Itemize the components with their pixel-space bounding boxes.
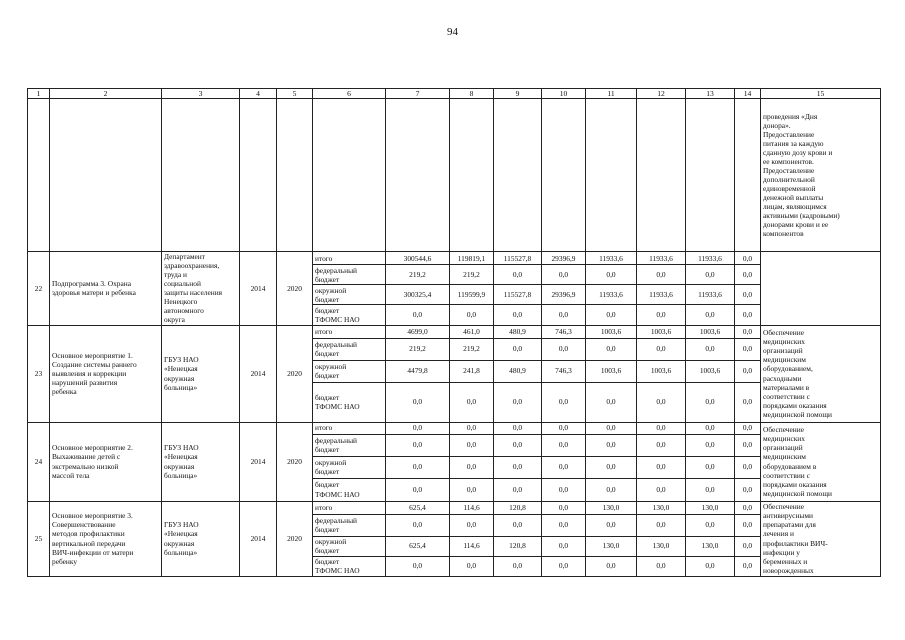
amount-cell: 0,0 bbox=[542, 456, 586, 478]
amount-cell: 130,0 bbox=[686, 536, 735, 556]
amount-cell: 11933,6 bbox=[637, 285, 686, 305]
activity-name-cell bbox=[50, 422, 162, 501]
amount-cell: 0,0 bbox=[586, 264, 637, 284]
end-year: 2020 bbox=[287, 533, 302, 543]
funding-source: окружной бюджет bbox=[315, 457, 347, 476]
column-number-cell: 15 bbox=[761, 89, 881, 99]
column-number-cell: 14 bbox=[735, 89, 761, 99]
column-number-cell: 7 bbox=[386, 89, 450, 99]
amount-cell: 120,8 bbox=[494, 536, 542, 556]
cont-cell-empty bbox=[735, 99, 761, 252]
funding-source-cell bbox=[313, 325, 386, 338]
row-number: 24 bbox=[34, 456, 43, 466]
funding-source-cell bbox=[313, 305, 386, 325]
amount-cell: 114,6 bbox=[450, 501, 494, 514]
funding-source-cell bbox=[313, 456, 386, 478]
amount-cell: 0,0 bbox=[586, 338, 637, 360]
start-year-cell bbox=[240, 501, 277, 576]
cont-cell-empty bbox=[586, 99, 637, 252]
continuation-note-text: проведения «Дня донора». Предоставление питания за каждую сданную дозу крови и ее компонентов. Предоставление дополнительной единовременной денежной выплаты лицам, являющимся активными (кадровыми) донорами крови и ее компонентов bbox=[763, 112, 840, 239]
amount-cell: 0,0 bbox=[494, 422, 542, 434]
activity-name-cell bbox=[50, 325, 162, 422]
funding-source-cell bbox=[313, 264, 386, 284]
row-number: 23 bbox=[34, 368, 43, 378]
amount-cell: 746,3 bbox=[542, 360, 586, 382]
amount-cell: 0,0 bbox=[637, 434, 686, 456]
amount-cell: 0,0 bbox=[450, 382, 494, 422]
amount-cell: 1003,6 bbox=[586, 325, 637, 338]
amount-cell: 119599,9 bbox=[450, 285, 494, 305]
amount-cell: 0,0 bbox=[542, 434, 586, 456]
result-note-cell bbox=[761, 325, 881, 422]
funding-source: окружной бюджет bbox=[315, 536, 347, 555]
amount-cell: 0,0 bbox=[542, 264, 586, 284]
amount-cell: 219,2 bbox=[386, 264, 450, 284]
amount-cell: 0,0 bbox=[735, 434, 761, 456]
funding-source: окружной бюджет bbox=[315, 361, 347, 380]
cont-cell-empty bbox=[386, 99, 450, 252]
funding-source-cell bbox=[313, 382, 386, 422]
column-number-cell: 6 bbox=[313, 89, 386, 99]
column-number-cell: 8 bbox=[450, 89, 494, 99]
amount-cell: 0,0 bbox=[542, 501, 586, 514]
column-number-cell: 9 bbox=[494, 89, 542, 99]
executor-cell bbox=[162, 325, 240, 422]
row-number-cell bbox=[28, 252, 50, 325]
amount-cell: 11933,6 bbox=[586, 285, 637, 305]
end-year-cell bbox=[277, 422, 313, 501]
amount-cell: 0,0 bbox=[542, 382, 586, 422]
amount-cell: 0,0 bbox=[542, 422, 586, 434]
amount-cell: 219,2 bbox=[450, 338, 494, 360]
executor-cell bbox=[162, 252, 240, 325]
amount-cell: 130,0 bbox=[686, 501, 735, 514]
amount-cell: 0,0 bbox=[586, 305, 637, 325]
amount-cell: 0,0 bbox=[637, 338, 686, 360]
amount-cell: 0,0 bbox=[735, 305, 761, 325]
amount-cell: 0,0 bbox=[494, 382, 542, 422]
amount-cell: 219,2 bbox=[386, 338, 450, 360]
amount-cell: 0,0 bbox=[686, 556, 735, 576]
amount-cell: 29396,9 bbox=[542, 252, 586, 265]
amount-cell: 461,0 bbox=[450, 325, 494, 338]
page-number: 94 bbox=[447, 26, 458, 38]
activity-name: Основное мероприятие 2. Выхаживание детей с экстремально низкой массой тела bbox=[52, 443, 133, 480]
amount-cell: 29396,9 bbox=[542, 285, 586, 305]
amount-cell: 0,0 bbox=[686, 434, 735, 456]
amount-cell: 0,0 bbox=[686, 478, 735, 501]
cont-cell-empty bbox=[450, 99, 494, 252]
executor: ГБУЗ НАО «Ненецкая окружная больница» bbox=[164, 355, 199, 392]
end-year: 2020 bbox=[287, 456, 302, 466]
amount-cell: 0,0 bbox=[542, 338, 586, 360]
column-number-cell: 4 bbox=[240, 89, 277, 99]
amount-cell: 0,0 bbox=[735, 556, 761, 576]
amount-cell: 0,0 bbox=[586, 382, 637, 422]
amount-cell: 0,0 bbox=[386, 514, 450, 536]
amount-cell: 0,0 bbox=[686, 305, 735, 325]
end-year: 2020 bbox=[287, 368, 302, 378]
row-number-cell bbox=[28, 422, 50, 501]
row-23-total bbox=[28, 325, 881, 338]
amount-cell: 0,0 bbox=[586, 478, 637, 501]
amount-cell: 0,0 bbox=[735, 478, 761, 501]
column-number-cell: 12 bbox=[637, 89, 686, 99]
amount-cell: 0,0 bbox=[450, 456, 494, 478]
funding-source: окружной бюджет bbox=[315, 285, 347, 304]
activity-name: Подпрограмма 3. Охрана здоровья матери и ребенка bbox=[52, 279, 136, 298]
start-year: 2014 bbox=[250, 283, 266, 293]
end-year-cell bbox=[277, 325, 313, 422]
amount-cell: 4479,8 bbox=[386, 360, 450, 382]
amount-cell: 0,0 bbox=[450, 434, 494, 456]
amount-cell: 0,0 bbox=[735, 501, 761, 514]
amount-cell: 114,6 bbox=[450, 536, 494, 556]
amount-cell: 0,0 bbox=[735, 338, 761, 360]
result-note-cell bbox=[761, 252, 881, 325]
amount-cell: 480,9 bbox=[494, 360, 542, 382]
amount-cell: 0,0 bbox=[735, 536, 761, 556]
amount-cell: 0,0 bbox=[637, 264, 686, 284]
amount-cell: 0,0 bbox=[637, 456, 686, 478]
cont-cell-empty bbox=[162, 99, 240, 252]
funding-source-cell bbox=[313, 514, 386, 536]
amount-cell: 0,0 bbox=[735, 264, 761, 284]
funding-source: итого bbox=[315, 326, 333, 336]
funding-source-cell bbox=[313, 556, 386, 576]
executor: ГБУЗ НАО «Ненецкая окружная больница» bbox=[164, 520, 199, 557]
amount-cell: 119819,1 bbox=[450, 252, 494, 265]
cont-cell-empty bbox=[240, 99, 277, 252]
amount-cell: 0,0 bbox=[494, 514, 542, 536]
executor: Департамент здравоохранения, труда и социальной защиты населения Ненецкого автономного округа bbox=[164, 252, 223, 325]
start-year-cell bbox=[240, 325, 277, 422]
funding-source: бюджет ТФОМС НАО bbox=[315, 392, 360, 411]
cont-cell-empty bbox=[313, 99, 386, 252]
amount-cell: 0,0 bbox=[686, 382, 735, 422]
amount-cell: 0,0 bbox=[542, 556, 586, 576]
activity-name: Основное мероприятие 1. Создание системы раннего выявления и коррекции нарушений развития ребенка bbox=[52, 350, 137, 397]
start-year: 2014 bbox=[250, 456, 266, 466]
row-25-total bbox=[28, 501, 881, 514]
amount-cell: 115527,8 bbox=[494, 285, 542, 305]
activity-name: Основное мероприятие 3. Совершенствование методов профилактики вертикальной передачи ВИЧ-инфекции от матери ребенку bbox=[52, 511, 134, 566]
column-number-cell: 13 bbox=[686, 89, 735, 99]
amount-cell: 0,0 bbox=[735, 456, 761, 478]
cont-cell-empty bbox=[28, 99, 50, 252]
amount-cell: 11933,6 bbox=[586, 252, 637, 265]
result-note-cell bbox=[761, 501, 881, 576]
executor: ГБУЗ НАО «Ненецкая окружная больница» bbox=[164, 443, 199, 480]
funding-source-cell bbox=[313, 285, 386, 305]
amount-cell: 130,0 bbox=[637, 501, 686, 514]
executor-cell bbox=[162, 501, 240, 576]
row-number: 25 bbox=[34, 533, 43, 543]
row-22-total bbox=[28, 252, 881, 265]
amount-cell: 0,0 bbox=[686, 456, 735, 478]
continuation-row bbox=[28, 99, 881, 252]
funding-source: бюджет ТФОМС НАО bbox=[315, 480, 360, 499]
funding-source-cell bbox=[313, 536, 386, 556]
row-number-cell bbox=[28, 501, 50, 576]
amount-cell: 0,0 bbox=[494, 338, 542, 360]
amount-cell: 0,0 bbox=[386, 382, 450, 422]
amount-cell: 0,0 bbox=[386, 478, 450, 501]
funding-source-cell bbox=[313, 501, 386, 514]
amount-cell: 241,8 bbox=[450, 360, 494, 382]
funding-source: бюджет ТФОМС НАО bbox=[315, 305, 360, 324]
amount-cell: 130,0 bbox=[586, 501, 637, 514]
column-number-row bbox=[28, 89, 881, 99]
funding-source: итого bbox=[315, 253, 333, 263]
start-year-cell bbox=[240, 252, 277, 325]
amount-cell: 0,0 bbox=[735, 252, 761, 265]
activity-name-cell bbox=[50, 252, 162, 325]
amount-cell: 11933,6 bbox=[686, 252, 735, 265]
amount-cell: 0,0 bbox=[637, 478, 686, 501]
amount-cell: 0,0 bbox=[494, 264, 542, 284]
amount-cell: 0,0 bbox=[735, 422, 761, 434]
amount-cell: 1003,6 bbox=[686, 360, 735, 382]
amount-cell: 11933,6 bbox=[637, 252, 686, 265]
amount-cell: 0,0 bbox=[542, 305, 586, 325]
amount-cell: 0,0 bbox=[586, 514, 637, 536]
amount-cell: 0,0 bbox=[542, 478, 586, 501]
amount-cell: 1003,6 bbox=[637, 325, 686, 338]
amount-cell: 0,0 bbox=[494, 556, 542, 576]
funding-source: федеральный бюджет bbox=[315, 265, 357, 284]
funding-source: федеральный бюджет bbox=[315, 515, 357, 534]
cont-cell-empty bbox=[494, 99, 542, 252]
amount-cell: 0,0 bbox=[586, 434, 637, 456]
amount-cell: 0,0 bbox=[686, 422, 735, 434]
result-note-cell bbox=[761, 422, 881, 501]
cont-cell-empty bbox=[542, 99, 586, 252]
end-year: 2020 bbox=[287, 283, 302, 293]
amount-cell: 0,0 bbox=[686, 338, 735, 360]
amount-cell: 300325,4 bbox=[386, 285, 450, 305]
funding-source-cell bbox=[313, 434, 386, 456]
amount-cell: 0,0 bbox=[494, 456, 542, 478]
amount-cell: 1003,6 bbox=[586, 360, 637, 382]
amount-cell: 0,0 bbox=[450, 305, 494, 325]
amount-cell: 0,0 bbox=[586, 556, 637, 576]
amount-cell: 0,0 bbox=[637, 514, 686, 536]
funding-source: итого bbox=[315, 423, 333, 433]
amount-cell: 0,0 bbox=[686, 514, 735, 536]
amount-cell: 300544,6 bbox=[386, 252, 450, 265]
amount-cell: 0,0 bbox=[450, 556, 494, 576]
amount-cell: 219,2 bbox=[450, 264, 494, 284]
amount-cell: 120,8 bbox=[494, 501, 542, 514]
amount-cell: 0,0 bbox=[735, 514, 761, 536]
amount-cell: 0,0 bbox=[735, 360, 761, 382]
funding-source: бюджет ТФОМС НАО bbox=[315, 556, 360, 575]
amount-cell: 0,0 bbox=[386, 456, 450, 478]
amount-cell: 0,0 bbox=[686, 264, 735, 284]
amount-cell: 0,0 bbox=[386, 305, 450, 325]
result-note: Обеспечение медицинских организаций медицинским оборудованием в соответствии с порядками оказания медицинской помощи bbox=[763, 425, 832, 498]
amount-cell: 746,3 bbox=[542, 325, 586, 338]
amount-cell: 0,0 bbox=[386, 556, 450, 576]
executor-cell bbox=[162, 422, 240, 501]
funding-source-cell bbox=[313, 360, 386, 382]
funding-source-cell bbox=[313, 478, 386, 501]
amount-cell: 4699,0 bbox=[386, 325, 450, 338]
amount-cell: 130,0 bbox=[637, 536, 686, 556]
amount-cell: 0,0 bbox=[542, 514, 586, 536]
cont-cell-empty bbox=[50, 99, 162, 252]
amount-cell: 0,0 bbox=[586, 422, 637, 434]
amount-cell: 625,4 bbox=[386, 501, 450, 514]
amount-cell: 11933,6 bbox=[686, 285, 735, 305]
amount-cell: 0,0 bbox=[386, 422, 450, 434]
result-note: Обеспечение антивирусными препаратами для лечения и профилактики ВИЧ- инфекции у беременных и новорожденных bbox=[763, 502, 828, 575]
start-year: 2014 bbox=[250, 533, 266, 543]
start-year-cell bbox=[240, 422, 277, 501]
column-number-cell: 5 bbox=[277, 89, 313, 99]
row-24-total bbox=[28, 422, 881, 434]
amount-cell: 0,0 bbox=[542, 536, 586, 556]
amount-cell: 0,0 bbox=[637, 422, 686, 434]
column-number-cell: 10 bbox=[542, 89, 586, 99]
amount-cell: 0,0 bbox=[450, 514, 494, 536]
amount-cell: 0,0 bbox=[450, 478, 494, 501]
program-table bbox=[27, 88, 881, 577]
funding-source: федеральный бюджет bbox=[315, 339, 357, 358]
amount-cell: 0,0 bbox=[494, 478, 542, 501]
amount-cell: 0,0 bbox=[450, 422, 494, 434]
end-year-cell bbox=[277, 252, 313, 325]
amount-cell: 0,0 bbox=[494, 434, 542, 456]
column-number-cell: 1 bbox=[28, 89, 50, 99]
amount-cell: 0,0 bbox=[586, 456, 637, 478]
amount-cell: 0,0 bbox=[735, 285, 761, 305]
column-number-cell: 11 bbox=[586, 89, 637, 99]
funding-source: федеральный бюджет bbox=[315, 435, 357, 454]
cont-cell-empty bbox=[637, 99, 686, 252]
amount-cell: 130,0 bbox=[586, 536, 637, 556]
activity-name-cell bbox=[50, 501, 162, 576]
amount-cell: 0,0 bbox=[637, 382, 686, 422]
row-number: 22 bbox=[34, 283, 43, 293]
funding-source-cell bbox=[313, 338, 386, 360]
funding-source-cell bbox=[313, 422, 386, 434]
amount-cell: 1003,6 bbox=[637, 360, 686, 382]
funding-source-cell bbox=[313, 252, 386, 265]
amount-cell: 0,0 bbox=[735, 382, 761, 422]
column-number-cell: 2 bbox=[50, 89, 162, 99]
amount-cell: 625,4 bbox=[386, 536, 450, 556]
start-year: 2014 bbox=[250, 368, 266, 378]
amount-cell: 0,0 bbox=[637, 556, 686, 576]
row-number-cell bbox=[28, 325, 50, 422]
result-note: Обеспечение медицинских организаций медицинским оборудованием, расходными материалами в соответствии с порядками оказания медицинской помощи bbox=[763, 328, 832, 419]
amount-cell: 0,0 bbox=[735, 325, 761, 338]
cont-cell-empty bbox=[686, 99, 735, 252]
table-body bbox=[28, 89, 881, 577]
amount-cell: 0,0 bbox=[386, 434, 450, 456]
amount-cell: 115527,8 bbox=[494, 252, 542, 265]
amount-cell: 1003,6 bbox=[686, 325, 735, 338]
amount-cell: 0,0 bbox=[494, 305, 542, 325]
continuation-note bbox=[761, 99, 881, 252]
amount-cell: 480,9 bbox=[494, 325, 542, 338]
column-number-cell: 3 bbox=[162, 89, 240, 99]
amount-cell: 0,0 bbox=[637, 305, 686, 325]
funding-source: итого bbox=[315, 502, 333, 512]
cont-cell-empty bbox=[277, 99, 313, 252]
end-year-cell bbox=[277, 501, 313, 576]
